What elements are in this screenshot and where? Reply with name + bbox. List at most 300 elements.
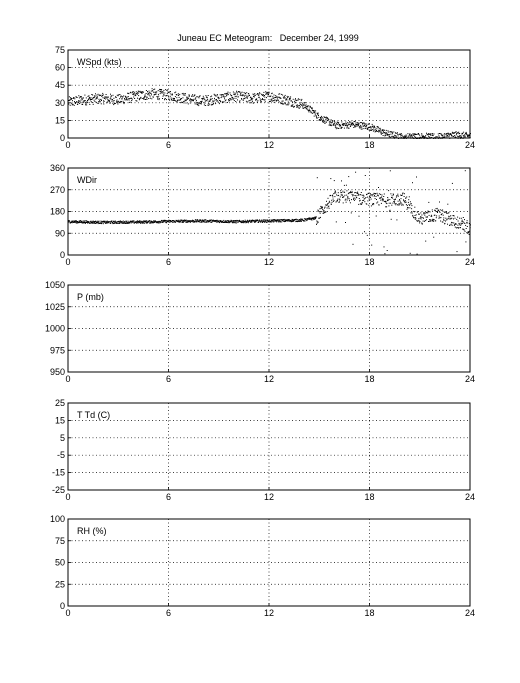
data-point <box>377 202 378 203</box>
data-point <box>324 210 325 211</box>
data-point <box>208 95 209 96</box>
data-point <box>442 222 443 223</box>
data-point <box>435 220 436 221</box>
data-point <box>344 123 345 124</box>
data-point <box>399 134 400 135</box>
data-point <box>246 96 247 97</box>
data-point <box>168 96 169 97</box>
data-point <box>316 117 317 118</box>
data-point <box>425 213 426 214</box>
data-point <box>301 102 302 103</box>
data-point <box>329 201 330 202</box>
data-point <box>365 128 366 129</box>
data-point <box>378 195 379 196</box>
data-point <box>189 96 190 97</box>
data-point <box>403 205 404 206</box>
data-point <box>410 136 411 137</box>
data-point <box>98 94 99 95</box>
data-point <box>117 101 118 102</box>
data-point <box>335 191 336 192</box>
data-point <box>448 136 449 137</box>
data-point <box>81 96 82 97</box>
data-point <box>85 100 86 101</box>
data-point <box>185 221 186 222</box>
data-point <box>409 205 410 206</box>
data-point <box>318 113 319 114</box>
data-point <box>154 222 155 223</box>
data-point <box>132 99 133 100</box>
data-point <box>101 96 102 97</box>
data-point <box>411 135 412 136</box>
data-point <box>373 204 374 205</box>
data-point <box>425 220 426 221</box>
data-point <box>332 121 333 122</box>
data-point <box>223 94 224 95</box>
data-point <box>352 194 353 195</box>
data-point <box>404 196 405 197</box>
data-point <box>184 93 185 94</box>
data-point <box>376 216 377 217</box>
data-point <box>354 121 355 122</box>
x-tick-label: 24 <box>464 492 476 502</box>
data-point <box>449 216 450 217</box>
data-point <box>466 228 467 229</box>
data-point <box>293 221 294 222</box>
data-point <box>384 132 385 133</box>
data-point <box>298 100 299 101</box>
data-point <box>355 172 356 173</box>
data-point <box>390 203 391 204</box>
data-point <box>142 98 143 99</box>
data-point <box>326 118 327 119</box>
data-point <box>272 96 273 97</box>
data-point <box>385 135 386 136</box>
data-point <box>227 93 228 94</box>
data-point <box>144 99 145 100</box>
data-point <box>368 127 369 128</box>
data-point <box>311 107 312 108</box>
data-point <box>270 101 271 102</box>
data-point <box>415 218 416 219</box>
data-point <box>440 217 441 218</box>
data-point <box>320 217 321 218</box>
data-point <box>360 200 361 201</box>
data-point <box>333 199 334 200</box>
y-tick-label: 975 <box>49 345 65 356</box>
data-point <box>423 218 424 219</box>
data-point <box>107 221 108 222</box>
data-point <box>291 100 292 101</box>
data-point <box>283 97 284 98</box>
data-point <box>181 221 182 222</box>
data-point <box>280 98 281 99</box>
data-point <box>371 199 372 200</box>
data-point <box>398 135 399 136</box>
data-point <box>196 100 197 101</box>
data-point <box>318 211 319 212</box>
data-point <box>467 134 468 135</box>
data-point <box>364 201 365 202</box>
data-point <box>325 119 326 120</box>
data-point <box>257 102 258 103</box>
data-point <box>199 220 200 221</box>
data-point <box>197 221 198 222</box>
data-point <box>191 99 192 100</box>
y-tick-label: 15 <box>54 415 65 426</box>
data-point <box>208 222 209 223</box>
data-point <box>446 133 447 134</box>
data-point <box>376 128 377 129</box>
data-point <box>336 194 337 195</box>
data-point <box>158 222 159 223</box>
data-point <box>176 101 177 102</box>
data-point <box>283 101 284 102</box>
data-point <box>454 135 455 136</box>
data-point <box>83 97 84 98</box>
data-point <box>328 203 329 204</box>
data-point <box>117 95 118 96</box>
data-point <box>260 220 261 221</box>
data-point <box>172 95 173 96</box>
data-point <box>397 195 398 196</box>
data-point <box>89 98 90 99</box>
data-point <box>168 98 169 99</box>
data-point <box>275 100 276 101</box>
data-point <box>349 122 350 123</box>
data-point <box>182 93 183 94</box>
data-point <box>405 200 406 201</box>
data-point <box>164 95 165 96</box>
data-point <box>261 220 262 221</box>
data-point <box>445 211 446 212</box>
data-point <box>374 126 375 127</box>
data-point <box>401 133 402 134</box>
data-point <box>346 185 347 186</box>
data-point <box>136 93 137 94</box>
data-point <box>163 92 164 93</box>
data-point <box>259 93 260 94</box>
data-point <box>209 104 210 105</box>
data-point <box>263 92 264 93</box>
data-point <box>373 131 374 132</box>
data-point <box>465 225 466 226</box>
data-point <box>464 136 465 137</box>
data-point <box>395 204 396 205</box>
data-point <box>386 203 387 204</box>
data-point <box>151 223 152 224</box>
data-point <box>239 101 240 102</box>
data-point <box>381 196 382 197</box>
data-point <box>362 124 363 125</box>
data-point <box>309 110 310 111</box>
data-point <box>133 93 134 94</box>
data-point <box>456 224 457 225</box>
data-point <box>212 98 213 99</box>
data-point <box>358 125 359 126</box>
data-point <box>283 219 284 220</box>
data-point <box>461 137 462 138</box>
data-point <box>434 134 435 135</box>
data-point <box>341 194 342 195</box>
data-point <box>391 219 392 220</box>
data-point <box>224 98 225 99</box>
data-point <box>194 222 195 223</box>
data-point <box>383 132 384 133</box>
data-point <box>136 101 137 102</box>
data-point <box>294 102 295 103</box>
data-point <box>268 94 269 95</box>
data-point <box>322 209 323 210</box>
x-tick-label: 0 <box>65 257 71 267</box>
data-point <box>463 135 464 136</box>
data-point <box>98 222 99 223</box>
data-point <box>306 104 307 105</box>
data-point <box>254 222 255 223</box>
data-point <box>406 136 407 137</box>
data-point <box>118 94 119 95</box>
data-point <box>404 137 405 138</box>
data-point <box>334 193 335 194</box>
data-point <box>260 98 261 99</box>
data-point <box>157 97 158 98</box>
data-point <box>359 128 360 129</box>
data-point <box>245 220 246 221</box>
data-point <box>129 100 130 101</box>
data-point <box>421 137 422 138</box>
data-point <box>379 193 380 194</box>
data-point <box>175 100 176 101</box>
data-point <box>432 133 433 134</box>
data-point <box>179 94 180 95</box>
data-point <box>342 194 343 195</box>
data-point <box>345 200 346 201</box>
data-point <box>313 219 314 220</box>
data-point <box>204 99 205 100</box>
data-point <box>423 136 424 137</box>
data-point <box>464 137 465 138</box>
data-point <box>172 220 173 221</box>
data-point <box>172 94 173 95</box>
data-point <box>210 96 211 97</box>
data-point <box>379 205 380 206</box>
data-point <box>351 123 352 124</box>
data-point <box>298 98 299 99</box>
data-point <box>342 195 343 196</box>
data-point <box>399 200 400 201</box>
data-point <box>232 221 233 222</box>
data-point <box>133 97 134 98</box>
data-point <box>263 219 264 220</box>
data-point <box>149 92 150 93</box>
data-point <box>91 101 92 102</box>
data-point <box>264 97 265 98</box>
data-point <box>186 220 187 221</box>
data-point <box>140 92 141 93</box>
data-point <box>433 220 434 221</box>
data-point <box>409 196 410 197</box>
data-point <box>199 103 200 104</box>
data-point <box>80 102 81 103</box>
data-point <box>336 221 337 222</box>
data-point <box>83 102 84 103</box>
data-point <box>330 178 331 179</box>
data-point <box>231 99 232 100</box>
data-point <box>387 134 388 135</box>
data-point <box>122 221 123 222</box>
data-point <box>97 96 98 97</box>
data-point <box>367 200 368 201</box>
data-point <box>129 222 130 223</box>
data-point <box>438 133 439 134</box>
x-tick-label: 24 <box>464 257 476 267</box>
data-point <box>341 128 342 129</box>
data-point <box>228 222 229 223</box>
data-point <box>436 217 437 218</box>
data-point <box>395 136 396 137</box>
data-point <box>151 98 152 99</box>
data-point <box>251 98 252 99</box>
data-point <box>313 112 314 113</box>
data-point <box>318 117 319 118</box>
data-point <box>421 133 422 134</box>
data-point <box>414 136 415 137</box>
data-point <box>208 105 209 106</box>
data-point <box>225 96 226 97</box>
data-point <box>108 97 109 98</box>
data-point <box>244 92 245 93</box>
x-tick-label: 6 <box>165 140 172 150</box>
data-point <box>112 99 113 100</box>
data-point <box>369 129 370 130</box>
data-point <box>408 207 409 208</box>
data-point <box>135 95 136 96</box>
data-point <box>116 101 117 102</box>
data-point <box>314 116 315 117</box>
data-point <box>115 103 116 104</box>
data-point <box>376 203 377 204</box>
data-point <box>393 138 394 139</box>
data-point <box>198 96 199 97</box>
data-point <box>378 187 379 188</box>
data-point <box>426 217 427 218</box>
data-point <box>315 218 316 219</box>
data-point <box>459 136 460 137</box>
data-point <box>170 91 171 92</box>
data-point <box>427 216 428 217</box>
data-point <box>186 100 187 101</box>
data-point <box>361 129 362 130</box>
data-point <box>211 96 212 97</box>
data-point <box>140 91 141 92</box>
data-point <box>125 99 126 100</box>
data-point <box>184 101 185 102</box>
data-point <box>101 99 102 100</box>
data-point <box>461 223 462 224</box>
data-point <box>237 99 238 100</box>
data-point <box>393 194 394 195</box>
data-point <box>315 110 316 111</box>
data-point <box>363 196 364 197</box>
data-point <box>223 96 224 97</box>
data-point <box>144 97 145 98</box>
data-point <box>134 221 135 222</box>
data-point <box>107 98 108 99</box>
data-point <box>262 95 263 96</box>
data-point <box>365 198 366 199</box>
data-point <box>194 95 195 96</box>
x-tick-label: 0 <box>65 140 71 150</box>
data-point <box>200 95 201 96</box>
data-point <box>340 125 341 126</box>
data-point <box>153 92 154 93</box>
data-point <box>259 94 260 95</box>
data-point <box>110 94 111 95</box>
data-point <box>124 221 125 222</box>
data-point <box>384 130 385 131</box>
x-tick-label: 12 <box>263 492 275 502</box>
data-point <box>435 210 436 211</box>
data-point <box>151 94 152 95</box>
data-point <box>134 94 135 95</box>
data-point <box>275 95 276 96</box>
data-point <box>198 105 199 106</box>
data-point <box>469 135 470 136</box>
data-point <box>69 222 70 223</box>
data-point <box>399 203 400 204</box>
data-point <box>340 196 341 197</box>
data-point <box>354 198 355 199</box>
data-point <box>107 99 108 100</box>
data-point <box>247 101 248 102</box>
data-point <box>117 104 118 105</box>
data-point <box>213 101 214 102</box>
data-point <box>103 94 104 95</box>
data-point <box>437 212 438 213</box>
data-point <box>170 96 171 97</box>
data-point <box>128 98 129 99</box>
data-point <box>378 127 379 128</box>
panel-4 <box>50 514 475 618</box>
data-point <box>228 99 229 100</box>
data-point <box>118 101 119 102</box>
data-point <box>441 214 442 215</box>
data-point <box>285 220 286 221</box>
data-point <box>252 101 253 102</box>
data-point <box>415 137 416 138</box>
data-point <box>449 218 450 219</box>
data-point <box>213 103 214 104</box>
x-tick-label: 12 <box>263 374 275 384</box>
data-point <box>294 101 295 102</box>
data-point <box>398 196 399 197</box>
data-point <box>423 221 424 222</box>
y-tick-label: 180 <box>49 206 65 217</box>
data-point <box>406 135 407 136</box>
data-point <box>359 198 360 199</box>
panel-0 <box>55 45 475 150</box>
data-point <box>265 94 266 95</box>
data-point <box>89 97 90 98</box>
data-point <box>311 220 312 221</box>
data-point <box>331 204 332 205</box>
data-point <box>400 202 401 203</box>
data-point <box>111 101 112 102</box>
data-point <box>367 197 368 198</box>
data-point <box>287 96 288 97</box>
data-point <box>452 136 453 137</box>
data-point <box>75 222 76 223</box>
data-point <box>174 92 175 93</box>
